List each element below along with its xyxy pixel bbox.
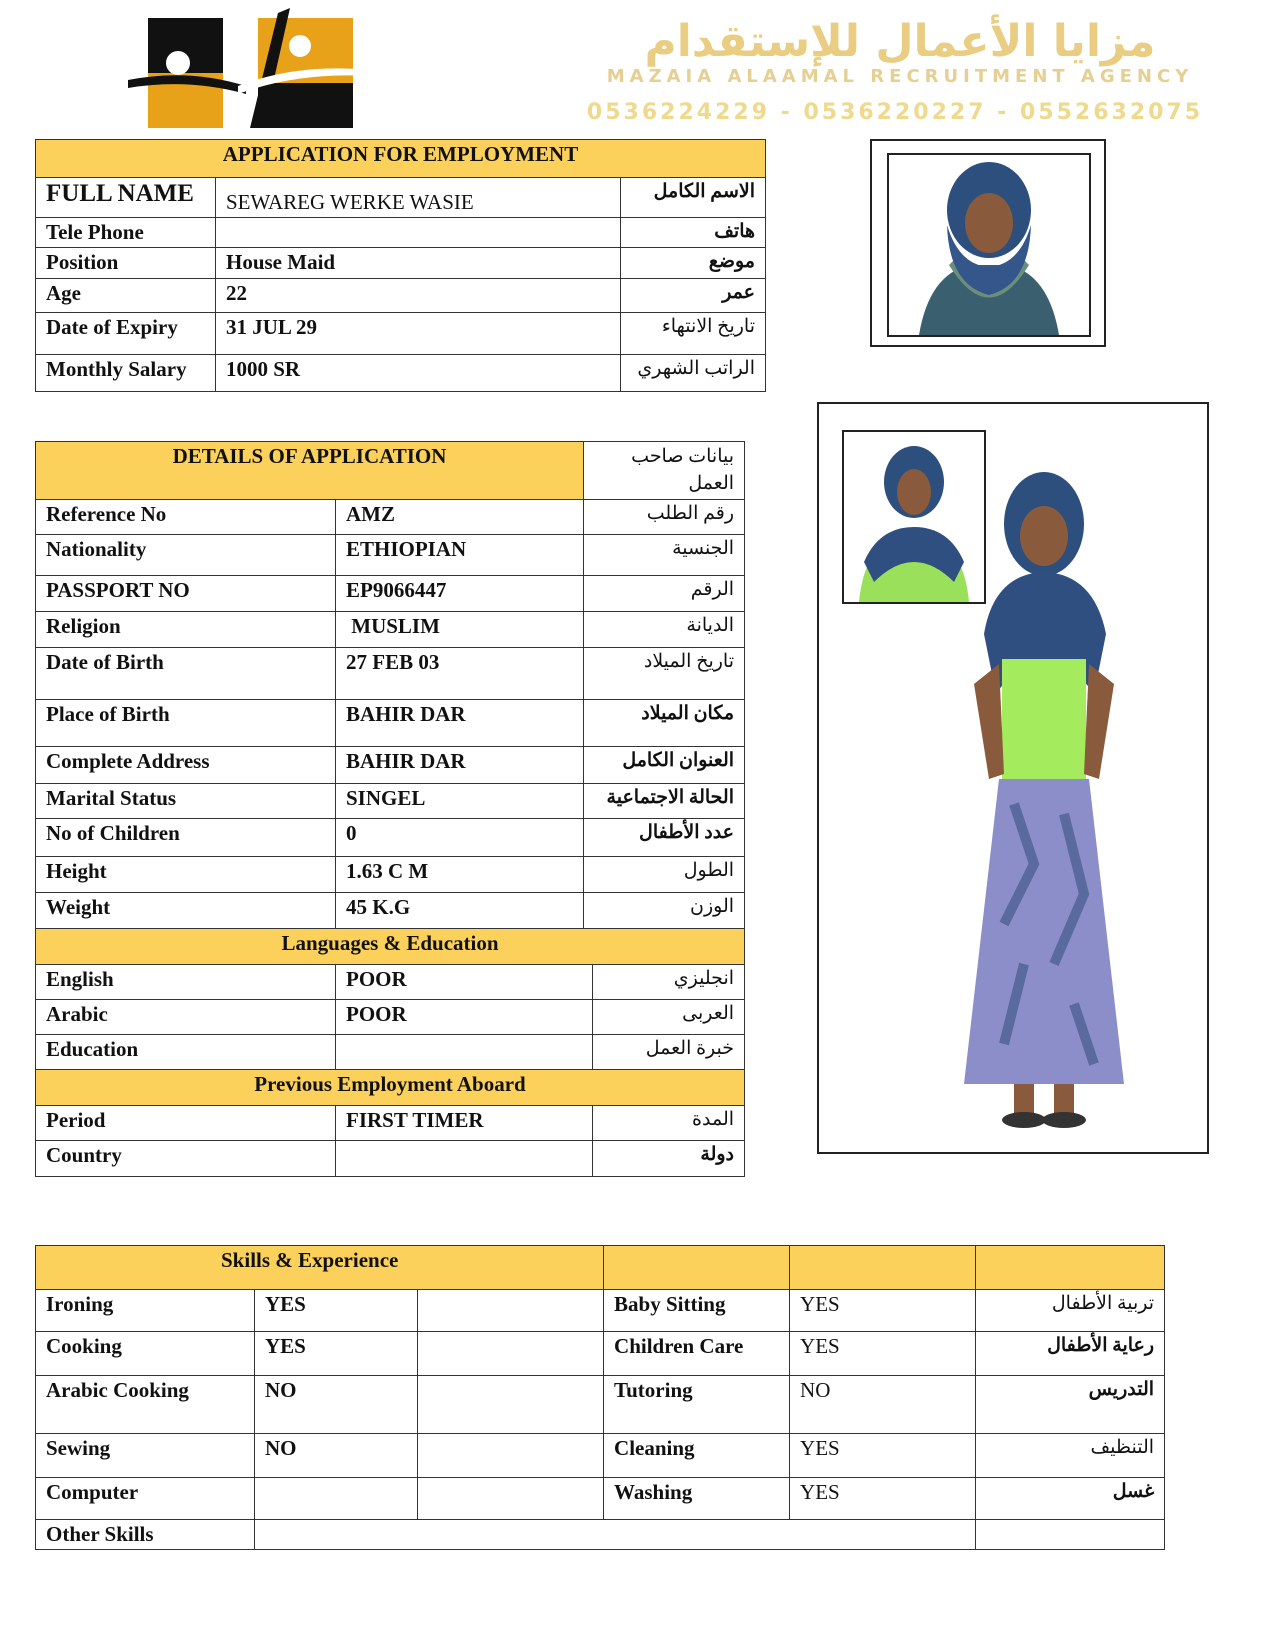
brand-name-arabic: مزايا الأعمال للإستقدام [644,16,1156,67]
value-place-of-birth: BAHIR DAR [336,700,584,747]
ar-english: انجلیزي [593,965,745,1000]
skill-right-ar: تربية الأطفال [976,1290,1165,1332]
value-position: House Maid [216,248,621,279]
previous-employment-title: Previous Employment Aboard [36,1070,745,1106]
skill-left-value [255,1478,418,1520]
skill-empty-cell [418,1478,604,1520]
value-period: FIRST TIMER [336,1106,593,1141]
label-nationality: Nationality [36,535,336,576]
other-skills-ar [976,1520,1165,1550]
label-position: Position [36,248,216,279]
ar-telephone: هاتف [621,218,766,248]
skill-right-label: Children Care [604,1332,790,1376]
value-english: POOR [336,965,593,1000]
skill-right-value: YES [790,1434,976,1478]
details-title-ar: بيانات صاحب العمل [584,442,745,500]
agency-logo [128,8,368,138]
languages-title: Languages & Education [36,929,745,965]
value-religion: MUSLIM [336,612,584,648]
passport-photo-frame [870,139,1106,347]
label-period: Period [36,1106,336,1141]
other-skills-value [255,1520,976,1550]
ar-nationality: الجنسية [584,535,745,576]
ar-marital-status: الحالة الاجتماعية [584,784,745,819]
label-monthly-salary: Monthly Salary [36,355,216,392]
value-education [336,1035,593,1070]
skill-left-label: Computer [36,1478,255,1520]
label-reference-no: Reference No [36,500,336,535]
skills-title: Skills & Experience [36,1246,604,1290]
value-full-name: SEWAREG WERKE WASIE [216,178,621,218]
skill-right-ar: التنظيف [976,1434,1165,1478]
skill-right-label: Tutoring [604,1376,790,1434]
label-telephone: Tele Phone [36,218,216,248]
ar-date-of-expiry: تاريخ الانتهاء [621,313,766,355]
full-body-photo [944,444,1144,1134]
value-no-of-children: 0 [336,819,584,857]
label-education: Education [36,1035,336,1070]
ar-period: المدة [593,1106,745,1141]
ar-place-of-birth: مكان الميلاد [584,700,745,747]
brand-name-english: MAZAIA ALAAMAL RECRUITMENT AGENCY [606,66,1194,87]
skill-right-label: Washing [604,1478,790,1520]
ar-reference-no: رقم الطلب [584,500,745,535]
ar-arabic: العربى [593,1000,745,1035]
label-weight: Weight [36,893,336,929]
skill-left-label: Ironing [36,1290,255,1332]
value-date-of-birth: 27 FEB 03 [336,648,584,700]
skill-right-value: YES [790,1290,976,1332]
full-body-photo-frame [817,402,1209,1154]
application-table [35,139,766,392]
skill-right-value: YES [790,1332,976,1376]
value-height: 1.63 C M [336,857,584,893]
label-place-of-birth: Place of Birth [36,700,336,747]
skill-right-ar: رعاية الأطفال [976,1332,1165,1376]
details-table [35,441,745,1177]
value-weight: 45 K.G [336,893,584,929]
value-age: 22 [216,279,621,313]
skill-right-label: Cleaning [604,1434,790,1478]
ar-passport-no: الرقم [584,576,745,612]
value-reference-no: AMZ [336,500,584,535]
skill-empty-cell [418,1434,604,1478]
label-height: Height [36,857,336,893]
skill-left-value: NO [255,1434,418,1478]
ar-age: عمر [621,279,766,313]
ar-weight: الوزن [584,893,745,929]
skill-left-value: NO [255,1376,418,1434]
value-passport-no: EP9066447 [336,576,584,612]
skills-header-cell [604,1246,790,1290]
skill-empty-cell [418,1290,604,1332]
label-religion: Religion [36,612,336,648]
value-marital-status: SINGEL [336,784,584,819]
ar-no-of-children: عدد الأطفال [584,819,745,857]
skills-header-cell [976,1246,1165,1290]
ar-religion: الديانة [584,612,745,648]
brand-phones: 0536224229 - 0536220227 - 0552632075 [586,100,1204,125]
value-monthly-salary: 1000 SR [216,355,621,392]
value-nationality: ETHIOPIAN [336,535,584,576]
value-date-of-expiry: 31 JUL 29 [216,313,621,355]
label-english: English [36,965,336,1000]
details-title: DETAILS OF APPLICATION [36,442,584,500]
label-age: Age [36,279,216,313]
skills-table [35,1245,1165,1550]
application-title: APPLICATION FOR EMPLOYMENT [36,140,766,178]
skill-right-ar: التدريس [976,1376,1165,1434]
ar-height: الطول [584,857,745,893]
label-marital-status: Marital Status [36,784,336,819]
label-date-of-birth: Date of Birth [36,648,336,700]
value-arabic: POOR [336,1000,593,1035]
ar-full-name: الاسم الكامل [621,178,766,218]
label-date-of-expiry: Date of Expiry [36,313,216,355]
skill-right-label: Baby Sitting [604,1290,790,1332]
skill-empty-cell [418,1332,604,1376]
value-country [336,1141,593,1177]
skill-right-ar: غسل [976,1478,1165,1520]
skill-right-value: NO [790,1376,976,1434]
skills-header-cell [790,1246,976,1290]
skill-right-value: YES [790,1478,976,1520]
ar-date-of-birth: تاريخ الميلاد [584,648,745,700]
skill-left-label: Cooking [36,1332,255,1376]
label-complete-address: Complete Address [36,747,336,784]
ar-monthly-salary: الراتب الشهري [621,355,766,392]
ar-education: خبرة العمل [593,1035,745,1070]
skill-left-value: YES [255,1290,418,1332]
ar-complete-address: العنوان الكامل [584,747,745,784]
ar-position: موضع [621,248,766,279]
passport-photo [887,153,1091,337]
label-country: Country [36,1141,336,1177]
label-no-of-children: No of Children [36,819,336,857]
label-passport-no: PASSPORT NO [36,576,336,612]
label-full-name: FULL NAME [36,178,216,218]
skill-left-value: YES [255,1332,418,1376]
skill-empty-cell [418,1376,604,1434]
skill-left-label: Sewing [36,1434,255,1478]
label-arabic: Arabic [36,1000,336,1035]
ar-country: دولة [593,1141,745,1177]
value-telephone [216,218,621,248]
skill-left-label: Arabic Cooking [36,1376,255,1434]
value-complete-address: BAHIR DAR [336,747,584,784]
other-skills-label: Other Skills [36,1520,255,1550]
